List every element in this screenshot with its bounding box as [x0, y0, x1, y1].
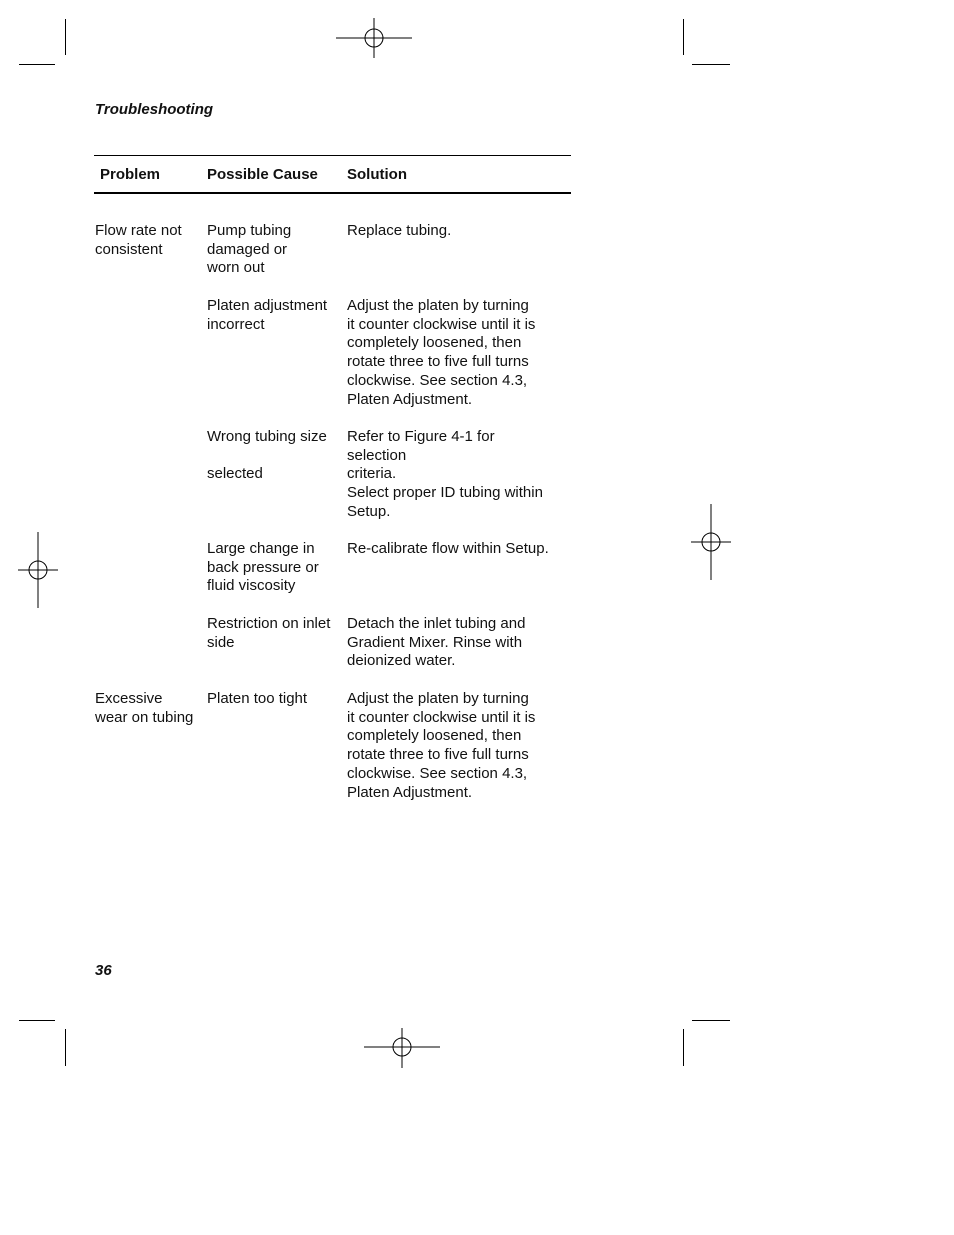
- table-cell-cause: Restriction on inlet side: [207, 615, 331, 651]
- crop-mark: [692, 64, 730, 65]
- table-header-rule: [94, 192, 571, 194]
- crop-mark: [65, 1029, 66, 1066]
- crop-mark: [19, 1020, 55, 1021]
- table-cell-cause: Pump tubing damaged or worn out: [207, 222, 292, 277]
- table-cell-cause: Large change in back pressure or fluid viscosity: [207, 540, 319, 595]
- table-top-rule: [94, 155, 571, 156]
- registration-mark-icon: [336, 18, 412, 58]
- table-cell-solution: Adjust the platen by turning it counter clockwise until it is completely loosened, then rotate three to five full turns clockwise. See section 4.3, Platen Adjustment.: [347, 297, 536, 408]
- table-cell-cause: Platen adjustment incorrect: [207, 297, 328, 333]
- table-cell-problem: Excessive wear on tubing: [95, 690, 194, 726]
- column-header-problem: Problem: [100, 166, 161, 183]
- table-cell-solution: Adjust the platen by turning it counter clockwise until it is completely loosened, then rotate three to five full turns clockwise. See section 4.3, Platen Adjustment.: [347, 690, 536, 801]
- table-cell-cause: Platen too tight: [207, 690, 308, 707]
- column-header-solution: Solution: [347, 166, 407, 183]
- table-cell-problem: Flow rate not consistent: [95, 222, 182, 258]
- table-cell-solution: Replace tubing.: [347, 222, 452, 239]
- table-cell-solution: Detach the inlet tubing and Gradient Mixer. Rinse with deionized water.: [347, 615, 526, 670]
- crop-mark: [692, 1020, 730, 1021]
- crop-mark: [683, 1029, 684, 1066]
- crop-mark: [65, 19, 66, 55]
- section-title: Troubleshooting: [95, 101, 214, 118]
- crop-mark: [683, 19, 684, 55]
- page-number: 36: [95, 962, 112, 979]
- table-cell-solution: Re-calibrate flow within Setup.: [347, 540, 549, 557]
- column-header-possible-cause: Possible Cause: [207, 166, 318, 183]
- registration-mark-icon: [691, 504, 731, 580]
- crop-mark: [19, 64, 55, 65]
- table-cell-solution: Refer to Figure 4-1 for selection criteria. Select proper ID tubing within Setup.: [347, 428, 543, 520]
- registration-mark-icon: [18, 532, 58, 608]
- registration-mark-icon: [364, 1028, 440, 1068]
- table-cell-cause: Wrong tubing size selected: [207, 428, 327, 483]
